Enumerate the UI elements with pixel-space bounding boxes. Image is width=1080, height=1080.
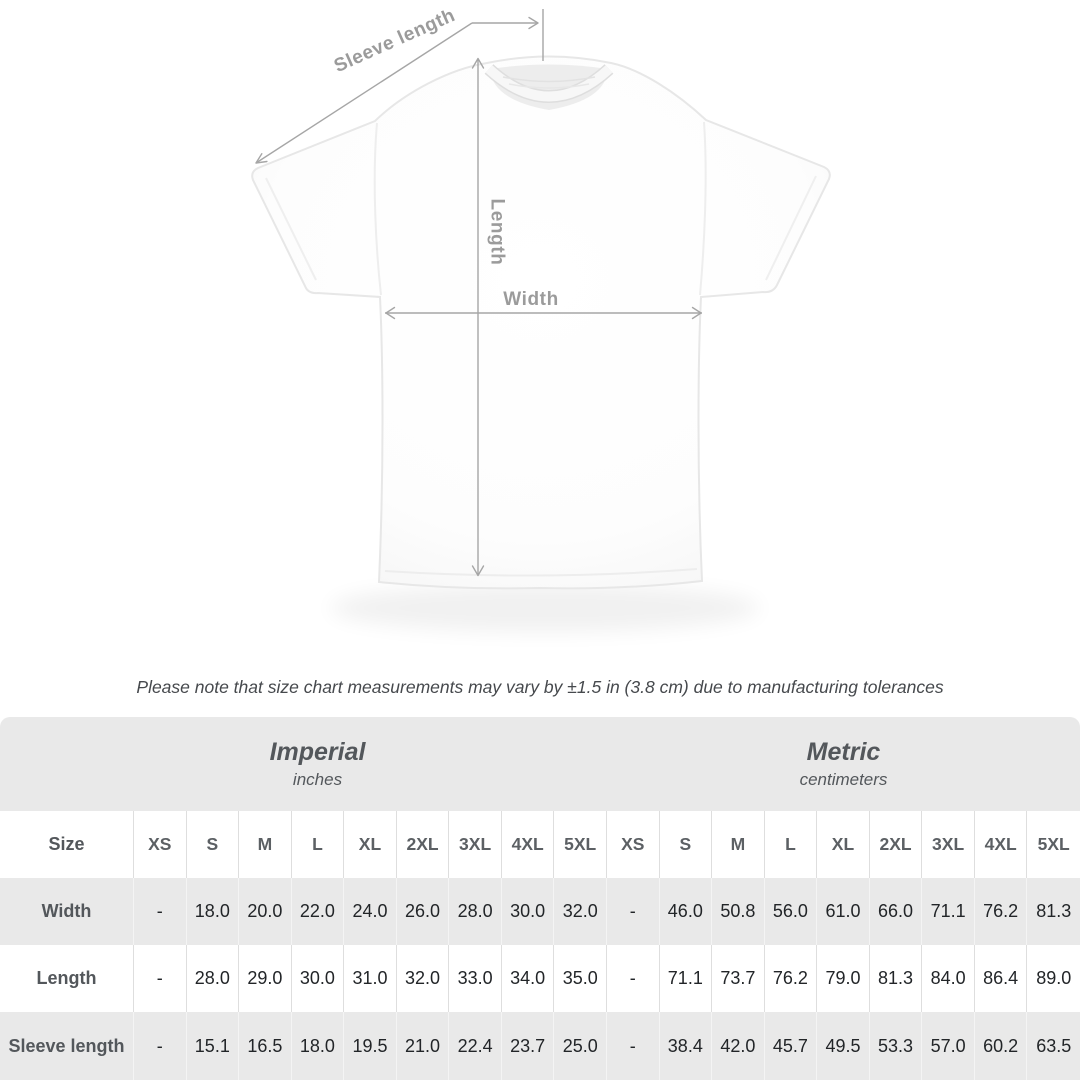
size-col-header-imperial: S (187, 811, 240, 878)
size-col-header-metric: 3XL (922, 811, 975, 878)
imperial-unit-header (0, 717, 607, 811)
value-cell: 49.5 (817, 1012, 870, 1080)
value-cell: 19.5 (344, 1012, 397, 1080)
value-cell: 26.0 (397, 878, 450, 945)
value-cell: 18.0 (187, 878, 240, 945)
value-cell: 33.0 (449, 945, 502, 1012)
size-chart-table (0, 717, 1080, 1080)
shirt-body (252, 57, 830, 589)
size-col-header-imperial: 3XL (449, 811, 502, 878)
value-cell: 35.0 (554, 945, 607, 1012)
size-col-header-metric: M (712, 811, 765, 878)
value-cell: - (607, 878, 660, 945)
value-cell: 34.0 (502, 945, 555, 1012)
size-col-header-imperial: 4XL (502, 811, 555, 878)
shirt-shadow (330, 584, 760, 632)
size-col-header-metric: XS (607, 811, 660, 878)
size-col-header-imperial: XS (134, 811, 187, 878)
metric-subtitle: centimeters (799, 770, 888, 789)
value-cell: 71.1 (922, 878, 975, 945)
size-col-header-imperial: XL (344, 811, 397, 878)
value-cell: 63.5 (1027, 1012, 1080, 1080)
value-cell: 20.0 (239, 878, 292, 945)
row-label: Sleeve length (0, 1012, 134, 1080)
value-cell: 81.3 (870, 945, 923, 1012)
value-cell: 22.4 (449, 1012, 502, 1080)
value-cell: 45.7 (765, 1012, 818, 1080)
value-cell: 50.8 (712, 878, 765, 945)
value-cell: 57.0 (922, 1012, 975, 1080)
row-label: Width (0, 878, 134, 945)
value-cell: 89.0 (1027, 945, 1080, 1012)
size-col-header-imperial: 5XL (554, 811, 607, 878)
value-cell: 76.2 (975, 878, 1028, 945)
size-header: Size (0, 811, 134, 878)
size-col-header-metric: 2XL (870, 811, 923, 878)
value-cell: 66.0 (870, 878, 923, 945)
size-col-header-metric: 5XL (1027, 811, 1080, 878)
value-cell: - (607, 1012, 660, 1080)
size-col-header-imperial: L (292, 811, 345, 878)
value-cell: 16.5 (239, 1012, 292, 1080)
size-col-header-imperial: 2XL (397, 811, 450, 878)
value-cell: 28.0 (449, 878, 502, 945)
value-cell: 30.0 (292, 945, 345, 1012)
value-cell: 81.3 (1027, 878, 1080, 945)
value-cell: 21.0 (397, 1012, 450, 1080)
width-label: Width (503, 289, 559, 310)
value-cell: 84.0 (922, 945, 975, 1012)
value-cell: 24.0 (344, 878, 397, 945)
value-cell: 42.0 (712, 1012, 765, 1080)
value-cell: 71.1 (660, 945, 713, 1012)
length-label: Length (486, 198, 508, 266)
value-cell: - (134, 1012, 187, 1080)
size-grid (0, 811, 1080, 1080)
sleeve-length-label: Sleeve length (330, 4, 459, 78)
value-cell: 29.0 (239, 945, 292, 1012)
value-cell: 61.0 (817, 878, 870, 945)
value-cell: 23.7 (502, 1012, 555, 1080)
unit-header-band (0, 717, 1080, 811)
metric-unit-header (607, 717, 1080, 811)
value-cell: 56.0 (765, 878, 818, 945)
imperial-title: Imperial (269, 738, 366, 766)
value-cell: - (607, 945, 660, 1012)
value-cell: 76.2 (765, 945, 818, 1012)
value-cell: 79.0 (817, 945, 870, 1012)
tolerance-note: Please note that size chart measurements may vary by ±1.5 in (3.8 cm) due to manufacturing tolerances (136, 677, 944, 697)
value-cell: 28.0 (187, 945, 240, 1012)
value-cell: 46.0 (660, 878, 713, 945)
value-cell: 53.3 (870, 1012, 923, 1080)
value-cell: 32.0 (397, 945, 450, 1012)
value-cell: 25.0 (554, 1012, 607, 1080)
value-cell: 60.2 (975, 1012, 1028, 1080)
size-col-header-imperial: M (239, 811, 292, 878)
size-col-header-metric: 4XL (975, 811, 1028, 878)
value-cell: 18.0 (292, 1012, 345, 1080)
value-cell: 15.1 (187, 1012, 240, 1080)
size-col-header-metric: XL (817, 811, 870, 878)
value-cell: 31.0 (344, 945, 397, 1012)
value-cell: 30.0 (502, 878, 555, 945)
value-cell: 73.7 (712, 945, 765, 1012)
value-cell: - (134, 945, 187, 1012)
row-label: Length (0, 945, 134, 1012)
value-cell: - (134, 878, 187, 945)
value-cell: 38.4 (660, 1012, 713, 1080)
size-col-header-metric: S (660, 811, 713, 878)
metric-title: Metric (806, 738, 881, 766)
value-cell: 22.0 (292, 878, 345, 945)
value-cell: 32.0 (554, 878, 607, 945)
value-cell: 86.4 (975, 945, 1028, 1012)
sleeve-arrow-end (256, 154, 267, 163)
size-col-header-metric: L (765, 811, 818, 878)
imperial-subtitle: inches (292, 770, 343, 789)
